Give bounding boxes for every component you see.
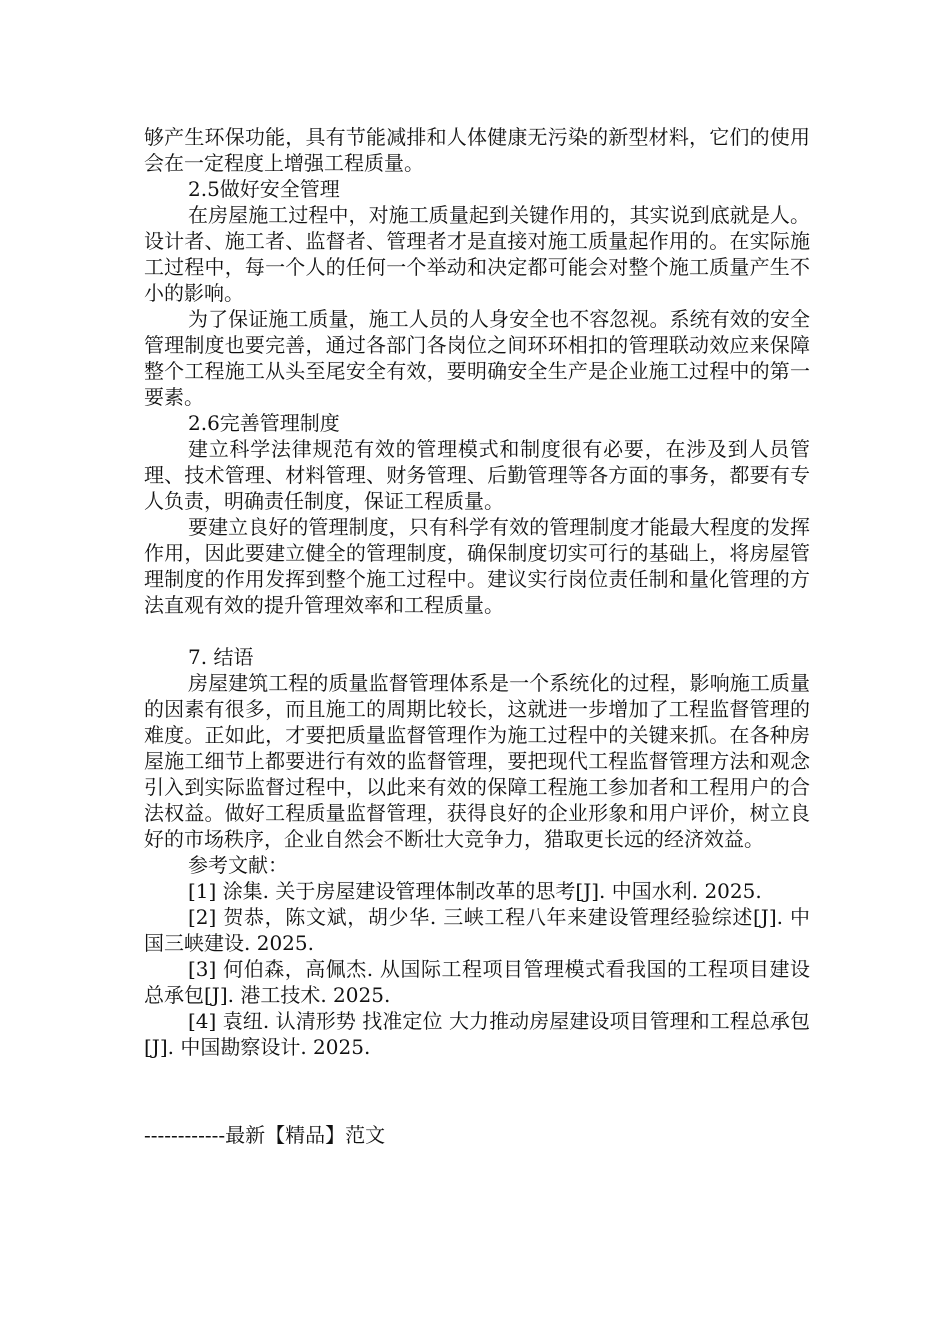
document-body	[144, 124, 810, 1060]
conclusion-heading: 7. 结语	[188, 645, 254, 669]
section-2-6-paragraph-1: 建立科学法律规范有效的管理模式和制度很有必要，在涉及到人员管理、技术管理、材料管理、财务管理、后勤管理等各方面的事务，都要有专人负责，明确责任制度，保证工程质量。	[144, 437, 810, 513]
blank-line	[144, 618, 810, 644]
section-2-5-paragraph-2: 为了保证施工质量，施工人员的人身安全也不容忽视。系统有效的安全管理制度也要完善，通过各部门各岗位之间环环相扣的管理联动效应来保障整个工程施工从头至尾安全有效，要明确安全生产是企业施工过程中的第一要素。	[144, 307, 810, 409]
reference-item-3: [3] 何伯森，高佩杰. 从国际工程项目管理模式看我国的工程项目建设总承包[J]. 港工技术. 2025.	[144, 957, 810, 1007]
section-2-5-paragraph-1: 在房屋施工过程中，对施工质量起到关键作用的，其实说到底就是人。设计者、施工者、监督者、管理者才是直接对施工质量起作用的。在实际施工过程中，每一个人的任何一个举动和决定都可能会对整个施工质量产生不小的影响。	[144, 203, 810, 305]
section-2-6-heading: 2.6完善管理制度	[188, 411, 340, 435]
section-2-5-heading: 2.5做好安全管理	[188, 177, 340, 201]
reference-item-4: [4] 袁纽. 认清形势 找准定位 大力推动房屋建设项目管理和工程总承包[J]. 中国勘察设计. 2025.	[144, 1009, 810, 1059]
reference-item-2: [2] 贺恭，陈文斌，胡少华. 三峡工程八年来建设管理经验综述[J]. 中国三峡建设. 2025.	[144, 905, 810, 955]
section-2-6-paragraph-2: 要建立良好的管理制度，只有科学有效的管理制度才能最大程度的发挥作用，因此要建立健全的管理制度，确保制度切实可行的基础上，将房屋管理制度的作用发挥到整个施工过程中。建议实行岗位责任制和量化管理的方法直观有效的提升管理效率和工程质量。	[144, 515, 810, 617]
intro-continuation-paragraph: 够产生环保功能，具有节能减排和人体健康无污染的新型材料，它们的使用会在一定程度上增强工程质量。	[144, 125, 810, 175]
reference-item-1: [1] 涂集. 关于房屋建设管理体制改革的思考[J]. 中国水利. 2025.	[188, 879, 762, 903]
references-heading: 参考文献：	[188, 853, 288, 877]
conclusion-paragraph: 房屋建筑工程的质量监督管理体系是一个系统化的过程，影响施工质量的因素有很多，而且施工的周期比较长，这就进一步增加了工程监督管理的难度。正如此，才要把质量监督管理作为施工过程中的关键来抓。在各种房屋施工细节上都要进行有效的监督管理，要把现代工程监督管理方法和观念引入到实际监督过程中，以此来有效的保障工程施工参加者和工程用户的合法权益。做好工程质量监督管理，获得良好的企业形象和用户评价，树立良好的市场秩序，企业自然会不断壮大竞争力，猎取更长远的经济效益。	[144, 671, 810, 851]
footer-label: ------------最新【精品】范文	[144, 1123, 386, 1147]
